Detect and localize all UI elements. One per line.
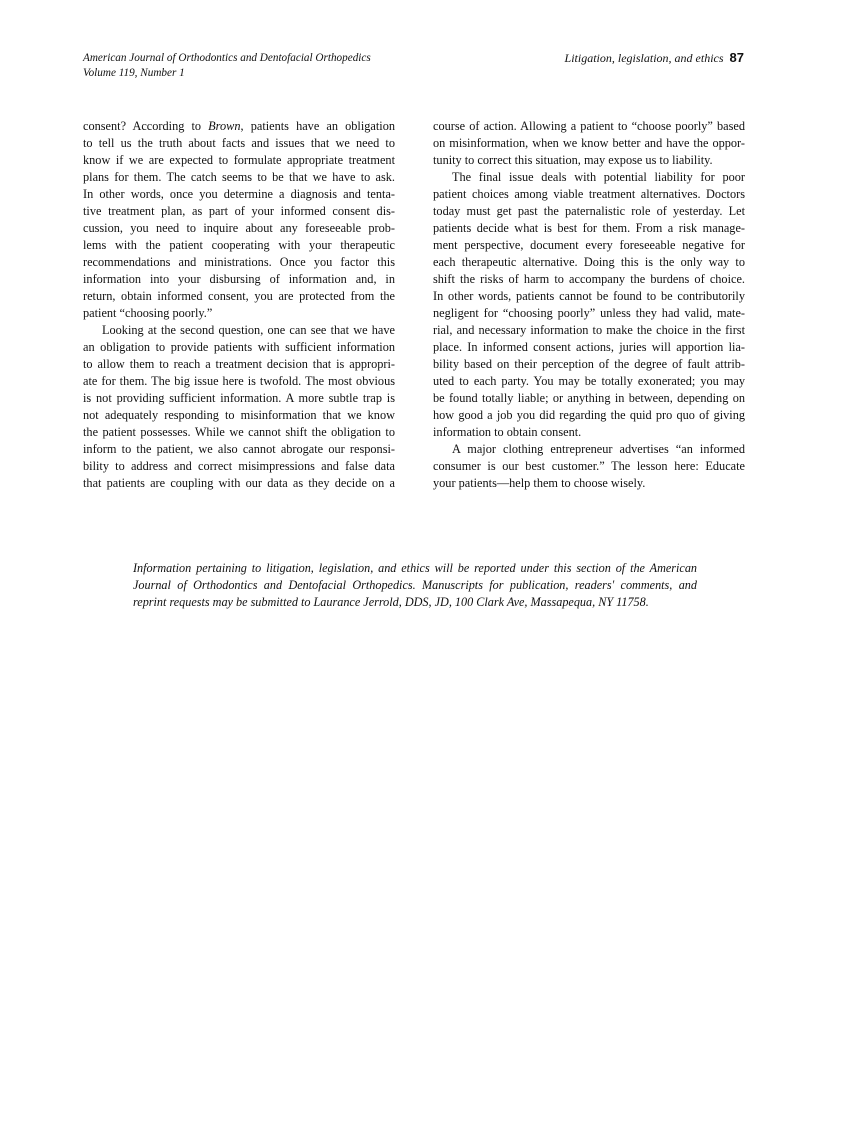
text-line: bility to address and correct misimpressions and false data bbox=[83, 459, 395, 473]
text-line: patient choices among viable treatment alternatives. Doctors bbox=[433, 187, 745, 201]
text-line: patients decide what is best for them. From a risk manage- bbox=[433, 221, 745, 235]
section-footnote bbox=[133, 560, 697, 611]
text-line: information to obtain consent. bbox=[433, 425, 582, 439]
journal-title: American Journal of Orthodontics and Dentofacial Orthopedics bbox=[83, 52, 371, 64]
text-line: each therapeutic alternative. Doing this is the only way to bbox=[433, 255, 745, 269]
emphasis-text: Brown bbox=[208, 119, 241, 133]
text-line: The final issue deals with potential liability for poor bbox=[452, 170, 745, 184]
text-line: plans for them. The catch seems to be that we have to ask. bbox=[83, 170, 395, 184]
text-line: reprint requests may be submitted to Laurance Jerrold, DDS, JD, 100 Clark Ave, Massapequa, NY 11758. bbox=[133, 595, 649, 609]
section-title: Litigation, legislation, and ethics bbox=[564, 51, 724, 65]
text-line: uted to each party. You may be totally exonerated; you may bbox=[433, 374, 745, 388]
text-line: to allow them to reach a treatment decision that is appropri- bbox=[83, 357, 395, 371]
text-line: rial, and necessary information to make the choice in the first bbox=[433, 323, 745, 337]
text-line: tunity to correct this situation, may expose us to liability. bbox=[433, 153, 713, 167]
text-line: tive treatment plan, as part of your informed consent dis- bbox=[83, 204, 395, 218]
journal-volume: Volume 119, Number 1 bbox=[83, 67, 185, 79]
text-column-left bbox=[83, 118, 395, 492]
text-line: ate for them. The big issue here is twofold. The most obvious bbox=[83, 374, 395, 388]
text-line: be found totally liable; or anything in between, depending on bbox=[433, 391, 745, 405]
text-line: return, obtain informed consent, you are protected from the bbox=[83, 289, 395, 303]
text-line: your patients—help them to choose wisely. bbox=[433, 476, 646, 490]
text-line: A major clothing entrepreneur advertises “an informed bbox=[452, 442, 745, 456]
text-line: In other words, patients cannot be found to be contributorily bbox=[433, 289, 745, 303]
text-line: cussion, you need to inquire about any foreseeable prob- bbox=[83, 221, 395, 235]
text-line: bility based on their perception of the degree of fault attrib- bbox=[433, 357, 745, 371]
text-line: Journal of Orthodontics and Dentofacial Orthopedics. Manuscripts for publication, readers' comments, and bbox=[133, 578, 697, 592]
text-line: shift the risks of harm to accompany the burdens of choice. bbox=[433, 272, 745, 286]
text-line: lems with the patient cooperating with your therapeutic bbox=[83, 238, 395, 252]
text-line: course of action. Allowing a patient to “choose poorly” based bbox=[433, 119, 745, 133]
text-line: place. In informed consent actions, juries will apportion lia- bbox=[433, 340, 745, 354]
running-header-right bbox=[565, 50, 744, 66]
text-line: not adequately responding to misinformation that we know bbox=[83, 408, 395, 422]
text-line: is not providing sufficient information. A more subtle trap is bbox=[83, 391, 395, 405]
text-line: patient “choosing poorly.” bbox=[83, 306, 213, 320]
text-line: negligent for “choosing poorly” unless they had valid, mate- bbox=[433, 306, 745, 320]
text-line: the patient possesses. While we cannot shift the obligation to bbox=[83, 425, 395, 439]
text-line: recommendations and ministrations. Once you factor this bbox=[83, 255, 395, 269]
text-line: ment perspective, document every foreseeable negative for bbox=[433, 238, 745, 252]
text-line: Information pertaining to litigation, legislation, and ethics will be reported under this section of the American bbox=[133, 561, 697, 575]
text-line: know if we are expected to formulate appropriate treatment bbox=[83, 153, 395, 167]
text-line: that patients are coupling with our data as they decide on a bbox=[83, 476, 395, 490]
text-line: an obligation to provide patients with sufficient information bbox=[83, 340, 395, 354]
text-line: Looking at the second question, one can see that we have bbox=[102, 323, 395, 337]
text-segment: , patients have an obligation bbox=[240, 119, 395, 133]
text-line: today must get past the paternalistic role of yesterday. Let bbox=[433, 204, 745, 218]
text-line: information into your disbursing of information and, in bbox=[83, 272, 395, 286]
text-line bbox=[83, 118, 395, 135]
running-header-left bbox=[83, 51, 371, 81]
text-line: to tell us the truth about facts and issues that we need to bbox=[83, 136, 395, 150]
text-segment: consent? According to bbox=[83, 119, 209, 133]
text-line: how good a job you did regarding the quid pro quo of giving bbox=[433, 408, 745, 422]
text-line: on misinformation, when we know better and have the oppor- bbox=[433, 136, 745, 150]
page-number: 87 bbox=[729, 50, 744, 65]
text-line: In other words, once you determine a diagnosis and tenta- bbox=[83, 187, 395, 201]
text-line: inform to the patient, we also cannot abrogate our responsi- bbox=[83, 442, 395, 456]
text-line: consumer is our best customer.” The lesson here: Educate bbox=[433, 459, 745, 473]
text-column-right bbox=[433, 118, 745, 492]
